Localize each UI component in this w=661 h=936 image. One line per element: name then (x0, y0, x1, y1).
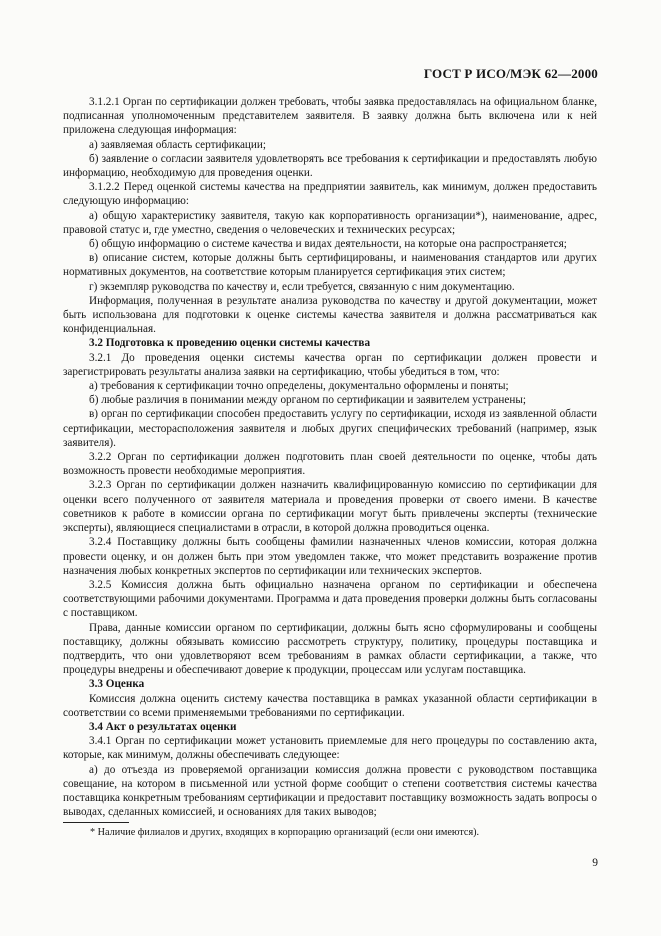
list-item-b: б) заявление о согласии заявителя удовлетворять все требования к сертификации и предоставлять любую информацию, необходимую для проведения оценки. (63, 152, 597, 180)
paragraph-3-2-4: 3.2.4 Поставщику должны быть сообщены фамилии назначенных членов комиссии, которая должна провести оценку, и он должен быть при этом уведомлен также, что может представить возражение против назначения любых конкретных экспертов по сертификации или технических экспертов. (63, 536, 597, 577)
paragraph-rights: Права, данные комиссии органом по сертификации, должны быть ясно сформулированы и сообщены поставщику, должны обязывать комиссию рассмотреть структуру, политику, процедуры поставщика и подтвердить, что они удовлетворяют всем требованиям в рамках области сертификации, а также, что процедуры внедрены и обеспечивают доверие к продукции, процессам или услугам поставщика. (63, 621, 597, 677)
list-item-g: г) экземпляр руководства по качеству и, если требуется, связанную с ним документацию. (89, 280, 515, 293)
document-body (63, 95, 597, 819)
list-item-a: а) заявляемая область сертификации; (89, 138, 266, 151)
paragraph-3-2-1: 3.2.1 До проведения оценки системы качества орган по сертификации должен провести и зарегистрировать результаты анализа заявки на сертификацию, чтобы убедиться в том, что: (63, 351, 597, 378)
paragraph-3-2-3: 3.2.3 Орган по сертификации должен назначить квалифицированную комиссию по сертификации для оценки всего полученного от заявителя материала и проведения проверки от своего имени. В качестве советников к работе в комиссии органа по сертификации могут быть привлечены эксперты (технические эксперты), являющиеся специалистами в отрасли, в которой должна проводиться оценка. (63, 479, 597, 535)
footnote: * Наличие филиалов и других, входящих в корпорацию организаций (если они имеются). (90, 827, 480, 838)
list-item-v: в) орган по сертификации способен предоставить услугу по сертификации, исходя из заявленной области сертификации, месторасположения заявителя и любых других специфических требований (например, язык заявителя). (63, 408, 597, 449)
list-item-v: в) описание систем, которые должны быть сертифицированы, и наименования стандартов или других нормативных документов, на соответствие которым планируется сертификация этих систем; (63, 252, 597, 279)
list-item-a: а) общую характеристику заявителя, такую как корпоративность организации*), наименование, адрес, правовой статус и, где уместно, сведения о человеческих и технических ресурсах; (63, 209, 597, 236)
paragraph-3-3: Комиссия должна оценить систему качества поставщика в рамках указанной области сертификации в соответствии со всеми применяемыми требованиями по сертификации. (63, 692, 597, 719)
paragraph-3-1-2-2: 3.1.2.2 Перед оценкой системы качества на предприятии заявитель, как минимум, должен предоставить следующую информацию: (63, 181, 597, 208)
paragraph-3-2-2: 3.2.2 Орган по сертификации должен подготовить план своей деятельности по оценке, чтобы дать возможность провести необходимые мероприятия. (63, 451, 597, 478)
page-number: 9 (592, 857, 598, 869)
paragraph-information: Информация, полученная в результате анализа руководства по качеству и другой документации, может быть использована для подготовки к оценке системы качества заявителя и должна рассматриваться как конфиденциальная. (63, 294, 597, 336)
section-heading-3-3: 3.3 Оценка (89, 678, 145, 691)
paragraph-3-2-5: 3.2.5 Комиссия должна быть официально назначена органом по сертификации и обеспечена соответствующими рабочими документами. Программа и дата проведения проверки должны быть согласованы с поставщиком. (63, 578, 597, 620)
list-item-b: б) любые различия в понимании между органом по сертификации и заявителем устранены; (89, 394, 527, 407)
paragraph-3-1-2-1: 3.1.2.1 Орган по сертификации должен требовать, чтобы заявка предоставлялась на официальном бланке, подписанная уполномоченным представителем заявителя. В заявку должна быть включена или к ней приложена следующая информация: (63, 96, 597, 137)
list-item-a: а) до отъезда из проверяемой организации комиссия должна провести с руководством поставщика совещание, на котором в письменной или устной форме сообщит о степени соответствия системы качества поставщика конкретным требованиям сертификации и предоставит поставщику возможность задать вопросы о выводах, сделанных комиссией, и основаниях для таких выводов; (63, 763, 597, 819)
paragraph-3-4-1: 3.4.1 Орган по сертификации может установить приемлемые для него процедуры по составлению акта, которые, как минимум, должны обеспечивать следующее: (63, 735, 597, 762)
footnote-divider (63, 822, 129, 823)
list-item-b: б) общую информацию о системе качества и видах деятельности, на которые она распространяется; (89, 238, 567, 251)
section-heading-3-4: 3.4 Акт о результатах оценки (89, 720, 237, 733)
list-item-a: а) требования к сертификации точно определены, документально оформлены и поняты; (89, 380, 509, 393)
standard-header: ГОСТ Р ИСО/МЭК 62—2000 (423, 66, 598, 81)
section-heading-3-2: 3.2 Подготовка к проведению оценки системы качества (89, 337, 371, 350)
